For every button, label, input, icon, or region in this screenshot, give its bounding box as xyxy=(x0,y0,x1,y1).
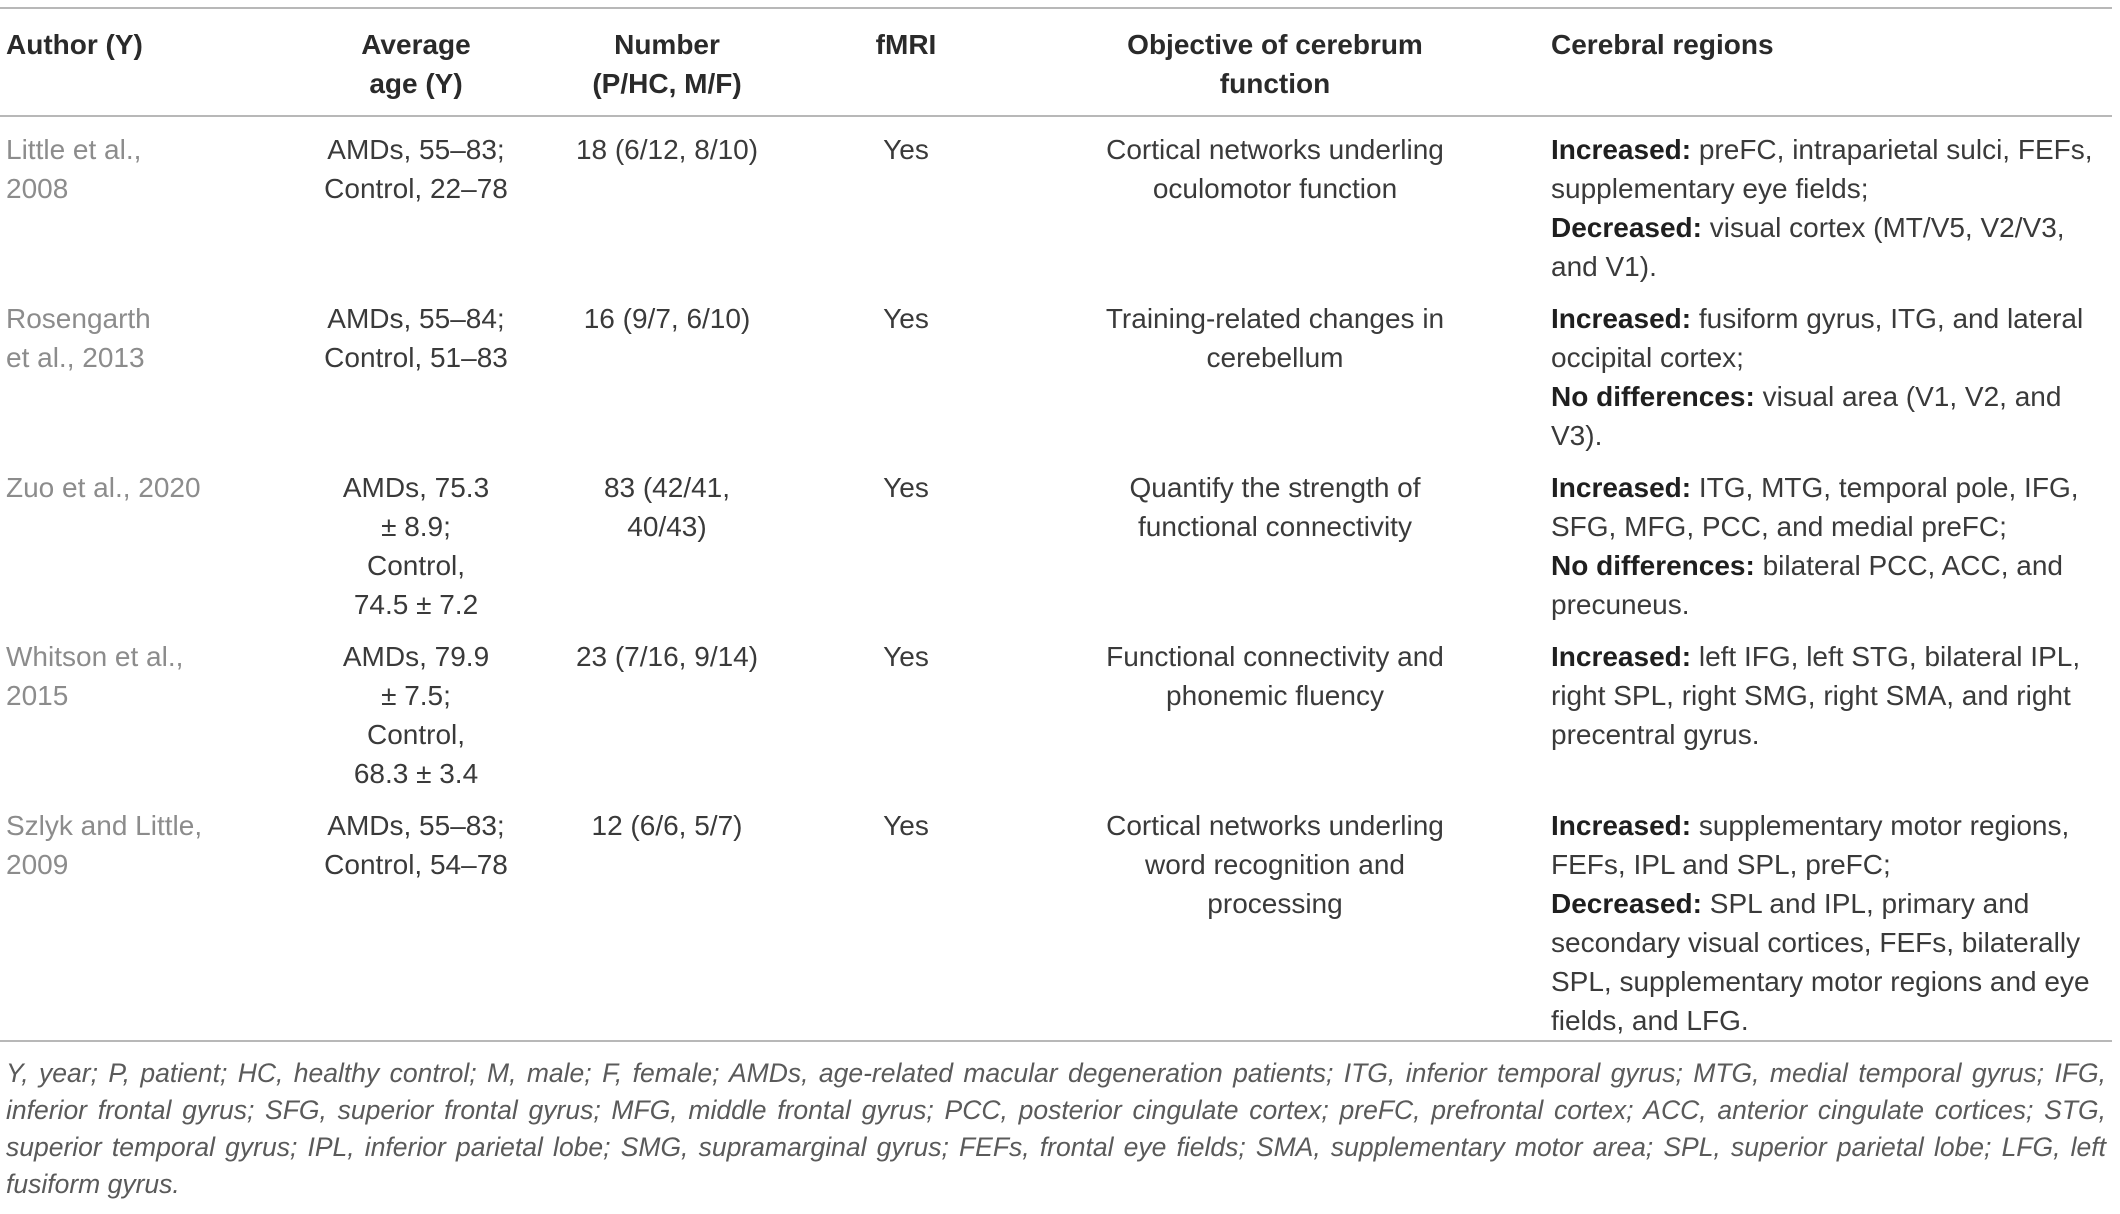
table-row xyxy=(0,455,2112,624)
header-number-text: Number (P/HC, M/F) xyxy=(592,29,742,99)
cell-objective xyxy=(1005,624,1545,793)
author-text: Szlyk and Little, 2009 xyxy=(6,810,203,880)
cell-age xyxy=(305,455,527,624)
region-text: left IFG, left STG, bilateral IPL, right SPL, right SMG, right SMA, and right precentral gyrus. xyxy=(1551,641,2081,750)
cell-regions xyxy=(1545,455,2112,624)
cell-fmri: Yes xyxy=(883,303,929,334)
region-text: visual area (V1, V2, and V3). xyxy=(1551,381,2062,451)
region-entry xyxy=(1551,208,2106,286)
objective-text: Cortical networks underling word recognition and processing xyxy=(1106,810,1444,919)
cell-objective xyxy=(1005,286,1545,455)
header-objective xyxy=(1005,8,1545,116)
age-text: AMDs, 79.9 ± 7.5; Control, 68.3 ± 3.4 xyxy=(342,641,490,789)
table-row xyxy=(0,793,2112,1041)
region-text: bilateral PCC, ACC, and precuneus. xyxy=(1551,550,2063,620)
objective-text: Training-related changes in cerebellum xyxy=(1105,303,1445,373)
cell-regions xyxy=(1545,286,2112,455)
cell-author xyxy=(0,624,305,793)
cell-number: 18 (6/12, 8/10) xyxy=(575,134,759,165)
region-entry xyxy=(1551,806,2106,884)
region-label: No differences: xyxy=(1551,381,1755,412)
cell-fmri: Yes xyxy=(883,472,929,503)
cell-objective xyxy=(1005,793,1545,1041)
header-objective-text: Objective of cerebrum function xyxy=(1127,29,1423,99)
region-text: fusiform gyrus, ITG, and lateral occipital cortex; xyxy=(1551,303,2084,373)
region-label: Increased: xyxy=(1551,641,1692,672)
region-text: ITG, MTG, temporal pole, IFG, SFG, MFG, PCC, and medial preFC; xyxy=(1551,472,2079,542)
region-text: preFC, intraparietal sulci, FEFs, supplementary eye fields; xyxy=(1551,134,2093,204)
author-text: Little et al., 2008 xyxy=(6,134,142,204)
cell-objective xyxy=(1005,455,1545,624)
cell-number: 12 (6/6, 5/7) xyxy=(591,810,743,841)
cell-author: Zuo et al., 2020 xyxy=(6,472,201,503)
cell-number: 16 (9/7, 6/10) xyxy=(583,303,751,334)
cell-age xyxy=(305,793,527,1041)
cell-age xyxy=(305,116,527,286)
region-text: supplementary motor regions, FEFs, IPL and SPL, preFC; xyxy=(1551,810,2070,880)
cell-fmri: Yes xyxy=(883,641,929,672)
cell-author xyxy=(0,286,305,455)
region-entry xyxy=(1551,377,2106,455)
age-text: AMDs, 55–83; Control, 54–78 xyxy=(324,810,508,880)
region-label: Increased: xyxy=(1551,472,1692,503)
table-body xyxy=(0,116,2112,1041)
cell-age xyxy=(305,286,527,455)
objective-text: Quantify the strength of functional connectivity xyxy=(1129,472,1421,542)
region-label: Increased: xyxy=(1551,134,1692,165)
cell-author xyxy=(0,793,305,1041)
header-age xyxy=(305,8,527,116)
cell-fmri: Yes xyxy=(883,810,929,841)
region-text: visual cortex (MT/V5, V2/V3, and V1). xyxy=(1551,212,2065,282)
age-text: AMDs, 75.3 ± 8.9; Control, 74.5 ± 7.2 xyxy=(342,472,490,620)
header-age-text: Average age (Y) xyxy=(361,29,471,99)
region-entry xyxy=(1551,637,2106,754)
region-label: Increased: xyxy=(1551,810,1692,841)
number-text: 83 (42/41, 40/43) xyxy=(603,472,731,542)
author-text: Rosengarth et al., 2013 xyxy=(6,303,151,373)
cell-regions xyxy=(1545,116,2112,286)
header-number xyxy=(527,8,807,116)
table-row xyxy=(0,624,2112,793)
region-entry xyxy=(1551,299,2106,377)
region-text: SPL and IPL, primary and secondary visual cortices, FEFs, bilaterally SPL, supplementary motor regions and eye fields, and LFG. xyxy=(1551,888,2090,1036)
cell-age xyxy=(305,624,527,793)
table-footnote: Y, year; P, patient; HC, healthy control; M, male; F, female; AMDs, age-related macular degeneration patients; ITG, inferior temporal gyrus; MTG, medial temporal gyrus; IFG, inferior frontal gyrus; SFG, superior frontal gyrus; MFG, middle frontal gyrus; PCC, posterior cingulate cortex; preFC, prefrontal cortex; ACC, anterior cingulate cortices; STG, superior temporal gyrus; IPL, inferior parietal lobe; SMG, supramarginal gyrus; FEFs, frontal eye fields; SMA, supplementary motor area; SPL, superior parietal lobe; LFG, left fusiform gyrus. xyxy=(6,1058,2106,1199)
author-text: Whitson et al., 2015 xyxy=(6,641,184,711)
cell-fmri: Yes xyxy=(883,134,929,165)
region-label: No differences: xyxy=(1551,550,1755,581)
cell-regions xyxy=(1545,624,2112,793)
header-author: Author (Y) xyxy=(6,29,143,60)
objective-text: Functional connectivity and phonemic fluency xyxy=(1106,641,1444,711)
cell-number: 23 (7/16, 9/14) xyxy=(575,641,759,672)
age-text: AMDs, 55–83; Control, 22–78 xyxy=(324,134,508,204)
region-entry xyxy=(1551,546,2106,624)
cell-author xyxy=(0,116,305,286)
cell-objective xyxy=(1005,116,1545,286)
region-entry xyxy=(1551,884,2106,1040)
objective-text: Cortical networks underling oculomotor function xyxy=(1106,134,1444,204)
region-entry xyxy=(1551,130,2106,208)
table-row xyxy=(0,286,2112,455)
region-label: Decreased: xyxy=(1551,212,1702,243)
header-fmri: fMRI xyxy=(875,29,937,60)
header-row xyxy=(0,8,2112,116)
region-label: Decreased: xyxy=(1551,888,1702,919)
age-text: AMDs, 55–84; Control, 51–83 xyxy=(324,303,508,373)
table-header xyxy=(0,8,2112,116)
studies-table xyxy=(0,7,2112,1042)
table-row xyxy=(0,116,2112,286)
region-label: Increased: xyxy=(1551,303,1692,334)
cell-regions xyxy=(1545,793,2112,1041)
region-entry xyxy=(1551,468,2106,546)
header-regions: Cerebral regions xyxy=(1551,29,1774,60)
cell-number xyxy=(527,455,807,624)
